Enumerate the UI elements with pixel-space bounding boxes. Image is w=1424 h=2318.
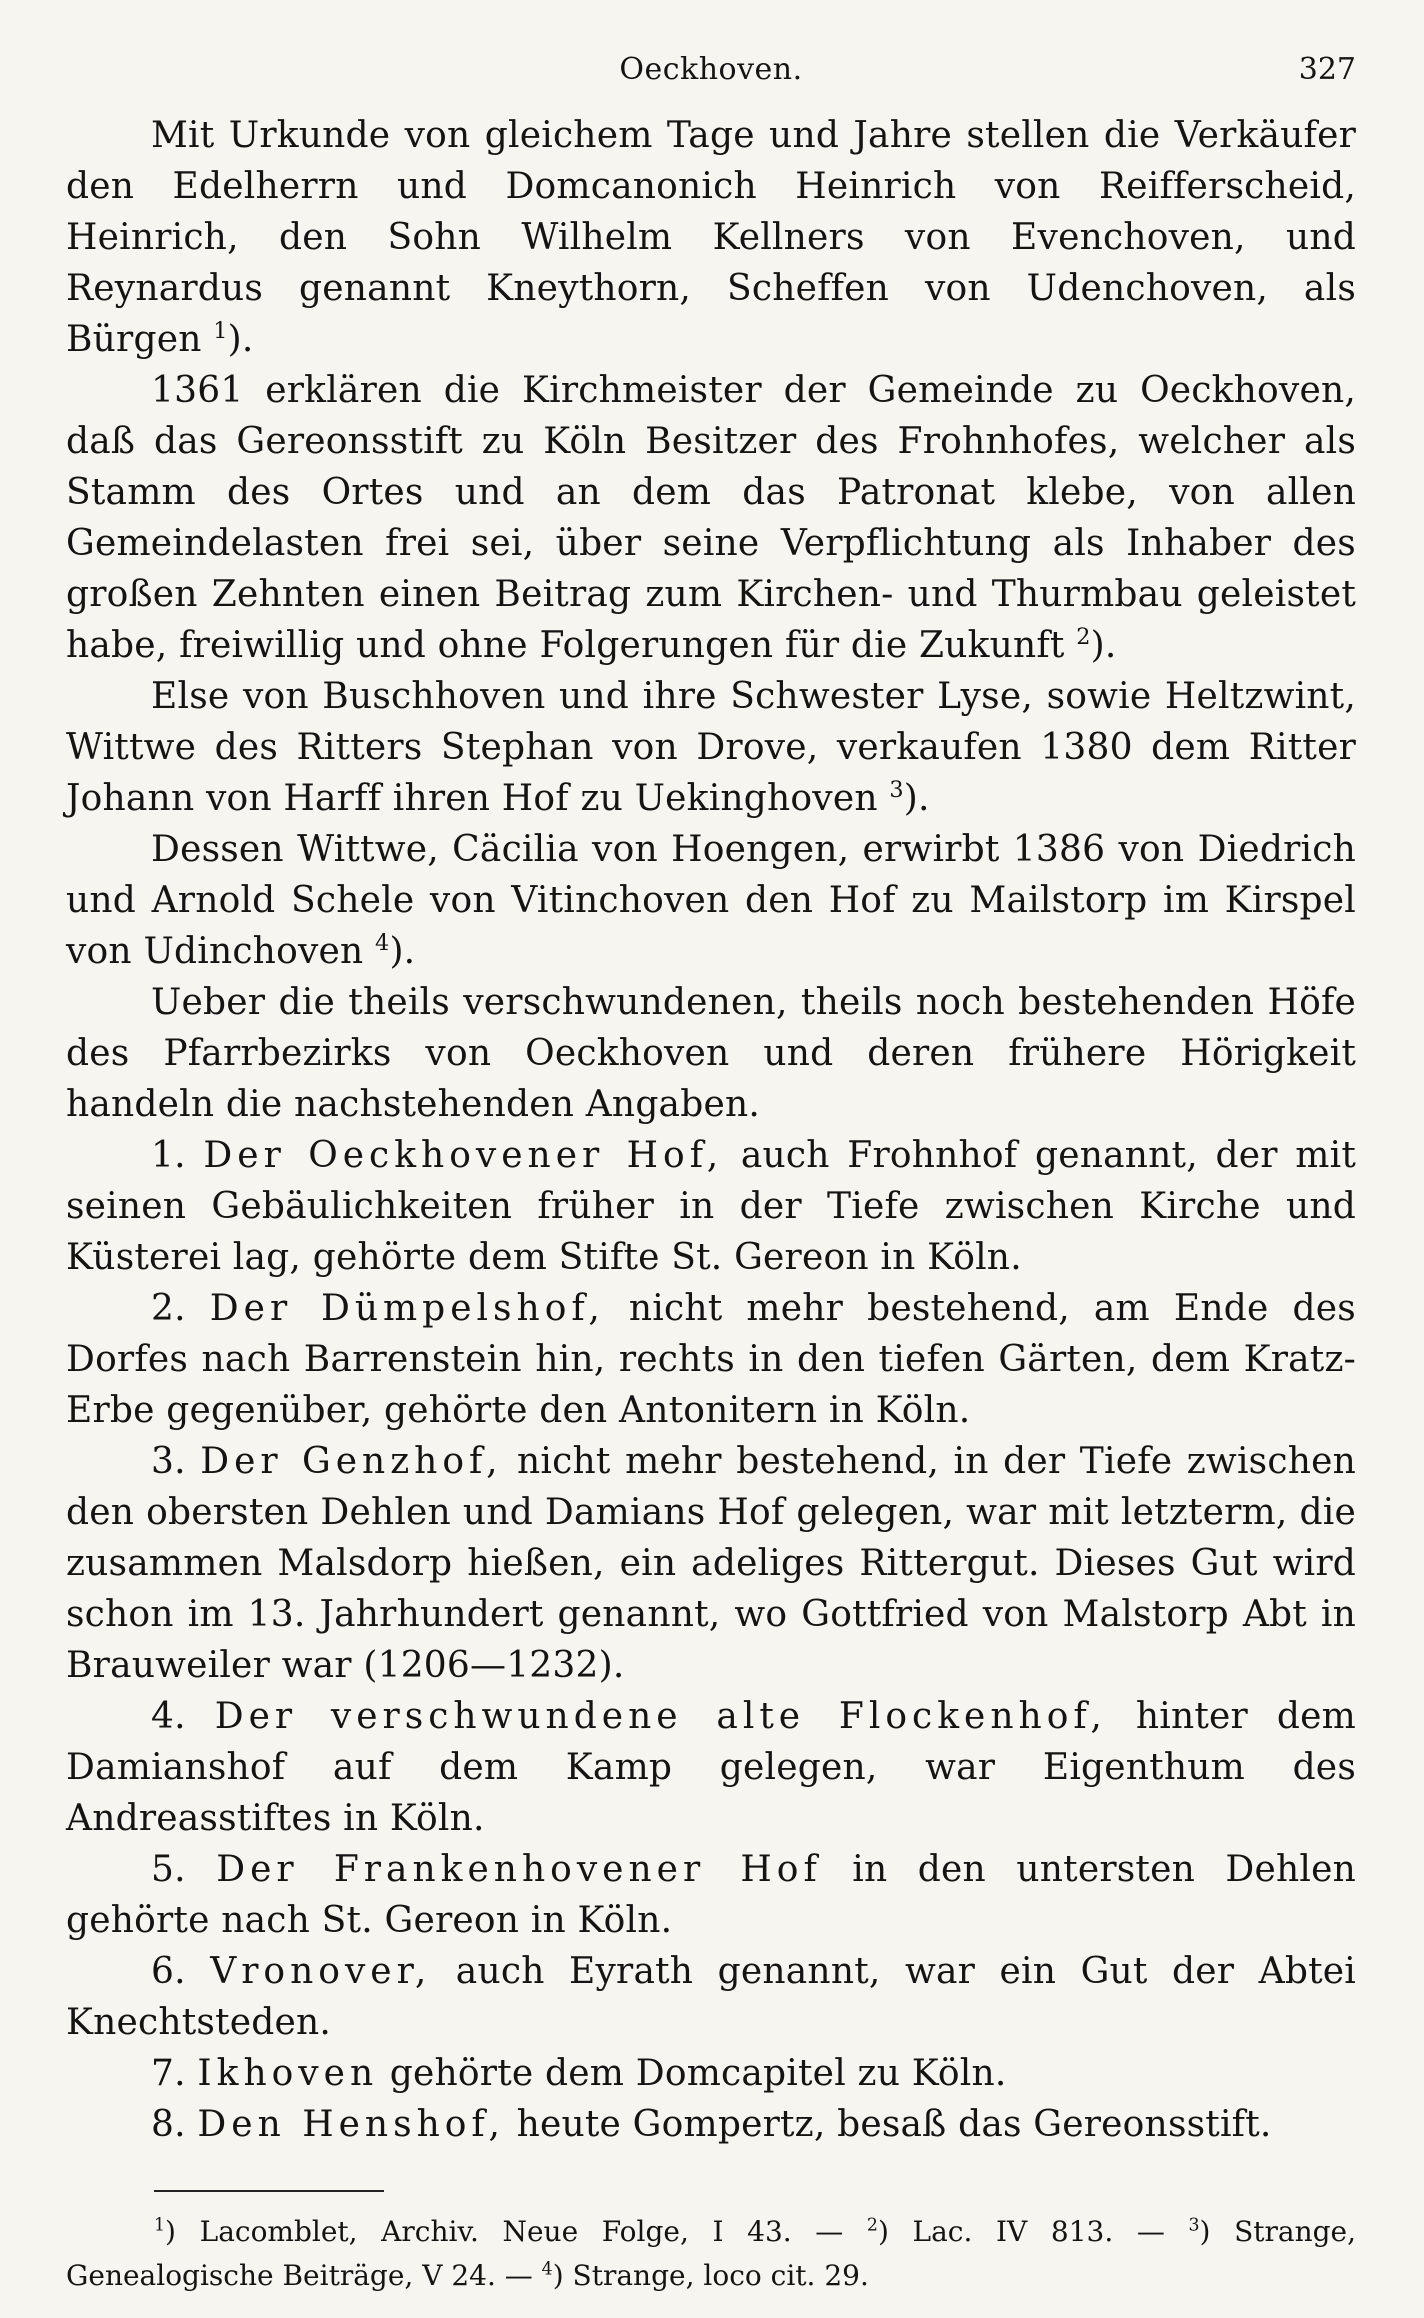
page-header	[66, 48, 1356, 110]
footnote-ref: 4	[375, 930, 390, 956]
list-number: 4.	[151, 1696, 186, 1737]
footnote-text: Strange, loco cit. 29.	[572, 2259, 869, 2292]
paragraph-end: ).	[227, 319, 254, 360]
footnote-mark: 1	[154, 2215, 166, 2236]
footnote-text: Lac. IV 813. —	[912, 2215, 1165, 2248]
list-number: 6.	[151, 1951, 186, 1992]
footnote-block: $^1$) Lacomblet, Archiv. Neue Folge, I 43. — $^2$) Lac. IV 813. — $^3$) Strange, Genealogische Beiträge, V 24. — $^4$) Strange, loco cit. 29.	[66, 2215, 1357, 2292]
list-item-text: auch Frohnhof genannt, der mit seinen Gebäulichkeiten früher in der Tiefe zwischen Kirche und Küsterei lag, gehörte dem Stifte St. Gereon in Köln.	[66, 1135, 1357, 1278]
list-item	[66, 1130, 1356, 1283]
list-item-text: hinter dem Damianshof auf dem Kamp gelegen, war Eigenthum des Andreasstiftes in Köln.	[66, 1696, 1356, 1839]
list-item-name: Der Oeckhovener Hof,	[203, 1135, 724, 1176]
list-number: 2.	[151, 1288, 186, 1329]
page-number: 327	[1298, 52, 1356, 87]
list-item-name: Der verschwundene alte Flockenhof,	[214, 1696, 1107, 1737]
paragraph-text: Dessen Wittwe, Cäcilia von Hoengen, erwirbt 1386 von Diedrich und Arnold Schele von Vitinchoven den Hof zu Mailstorp im Kirspel von Udinchoven	[66, 829, 1356, 972]
list-item	[66, 1436, 1356, 1691]
footnote-ref: 1	[213, 318, 228, 344]
list-item-name: Der Dümpelshof,	[209, 1288, 605, 1329]
footnote-mark: 3	[1188, 2215, 1200, 2236]
list-number: 1.	[151, 1135, 186, 1176]
list-item-name: Der Frankenhovener Hof	[216, 1849, 822, 1890]
paragraph	[66, 110, 1356, 365]
body-text	[66, 110, 1356, 2150]
list-item-name: Der Genzhof,	[200, 1441, 503, 1482]
list-item-name: Vronover,	[210, 1951, 432, 1992]
list-item	[66, 2048, 1356, 2099]
list-number: 8.	[151, 2104, 186, 2145]
paragraph-text: Else von Buschhoven und ihre Schwester Lyse, sowie Heltzwint, Wittwe des Ritters Stephan von Drove, verkaufen 1380 dem Ritter Johann von Harff ihren Hof zu Uekinghoven	[66, 676, 1356, 819]
paragraph	[66, 977, 1356, 1130]
paragraph	[66, 671, 1356, 824]
footnote-text: Lacomblet, Archiv. Neue Folge, I 43. —	[199, 2215, 844, 2248]
footnote-mark: 4	[541, 2259, 553, 2280]
list-item-text: heute Gompertz, besaß das Gereonsstift.	[516, 2104, 1272, 2145]
paragraph-text: 1361 erklären die Kirchmeister der Gemeinde zu Oeckhoven, daß das Gereonsstift zu Köln Besitzer des Frohnhofes, welcher als Stamm des Ortes und an dem das Patronat klebe, von allen Gemeindelasten frei sei, über seine Verpflichtung als Inhaber des großen Zehnten einen Beitrag zum Kirchen- und Thurmbau geleistet habe, freiwillig und ohne Folgerungen für die Zukunft	[66, 370, 1356, 666]
list-item-text: in den untersten Dehlen gehörte nach St. Gereon in Köln.	[66, 1849, 1356, 1941]
paragraph-end: ).	[389, 931, 416, 972]
list-item-name: Den Henshof,	[197, 2104, 505, 2145]
list-number: 3.	[151, 1441, 186, 1482]
list-number: 5.	[151, 1849, 186, 1890]
footnote-ref: 2	[1076, 624, 1091, 650]
list-item-text: nicht mehr bestehend, am Ende des Dorfes nach Barrenstein hin, rechts in den tiefen Gärten, dem Kratz-Erbe gegenüber, gehörte den Antonitern in Köln.	[66, 1288, 1356, 1431]
list-item-text: nicht mehr bestehend, in der Tiefe zwischen den obersten Dehlen und Damians Hof gelegen, war mit letzterm, die zusammen Malsdorp hießen, ein adeliges Rittergut. Dieses Gut wird schon im 13. Jahrhundert genannt, wo Gottfried von Malstorp Abt in Brauweiler war (1206—1232).	[66, 1441, 1356, 1686]
list-item	[66, 1844, 1356, 1946]
paragraph-end: ).	[903, 778, 930, 819]
footnotes	[66, 2210, 1356, 2298]
paragraph-text: Ueber die theils verschwundenen, theils noch bestehenden Höfe des Pfarrbezirks von Oeckhoven und deren frühere Hörigkeit handeln die nachstehenden Angaben.	[66, 982, 1356, 1125]
paragraph-text: Mit Urkunde von gleichem Tage und Jahre stellen die Verkäufer den Edelherrn und Domcanonich Heinrich von Reifferscheid, Heinrich, den Sohn Wilhelm Kellners von Evenchoven, und Reynardus genannt Kneythorn, Scheffen von Udenchoven, als Bürgen	[66, 115, 1356, 360]
list-item-name: Ikhoven	[197, 2053, 379, 2094]
list-item	[66, 1946, 1356, 2048]
list-item-text: gehörte dem Domcapitel zu Köln.	[389, 2053, 1007, 2094]
running-head: Oeckhoven.	[619, 52, 803, 87]
list-item	[66, 1691, 1356, 1844]
paragraph-end: ).	[1090, 625, 1117, 666]
footnote-text: Strange, Genealogische Beiträge, V 24. —	[66, 2215, 1357, 2292]
list-number: 7.	[151, 2053, 186, 2094]
list-item-text: auch Eyrath genannt, war ein Gut der Abtei Knechtsteden.	[66, 1951, 1356, 2043]
paragraph	[66, 824, 1356, 977]
list-item	[66, 1283, 1356, 1436]
paragraph	[66, 365, 1356, 671]
footnote-divider	[154, 2190, 384, 2192]
footnote-ref: 3	[889, 777, 904, 803]
list-item	[66, 2099, 1356, 2150]
footnote-mark: 2	[866, 2215, 878, 2236]
